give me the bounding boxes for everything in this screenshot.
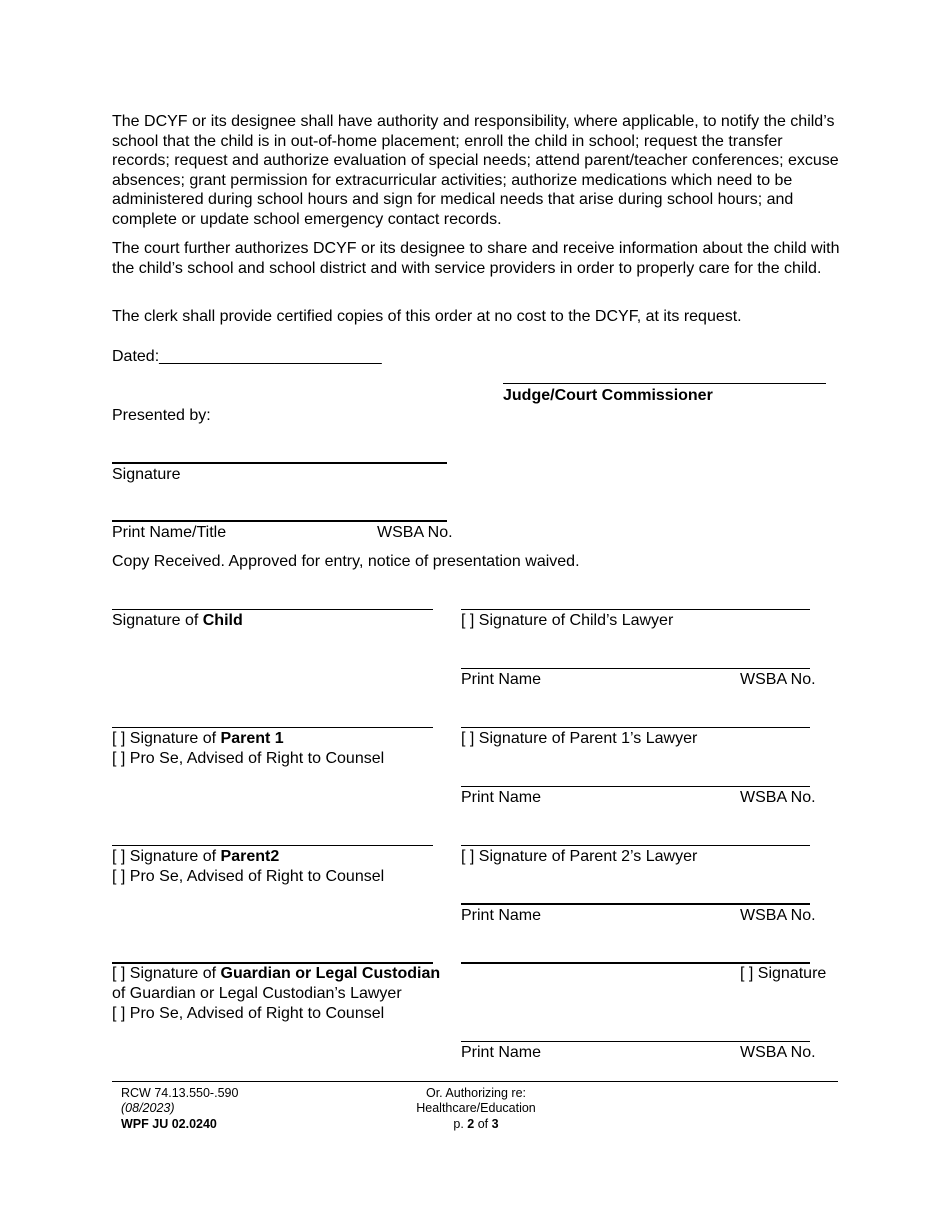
presenter-wsba-label: WSBA No.: [377, 524, 453, 541]
paragraph-certified-copies: The clerk shall provide certified copies of this order at no cost to the DCYF, at its request.: [112, 308, 742, 325]
parent1-lawyer-signature-line[interactable]: [461, 727, 810, 728]
presenter-signature-line[interactable]: [112, 462, 447, 464]
footer-rcw: RCW 74.13.550-.590: [121, 1086, 239, 1100]
parent2-lawyer-signature-line[interactable]: [461, 845, 810, 846]
parent1-lawyer-signature-label: [ ] Signature of Parent 1’s Lawyer: [461, 730, 698, 747]
parent2-lawyer-print-name: Print Name: [461, 907, 542, 924]
parent2-lawyer-wsba: WSBA No.: [740, 907, 816, 924]
footer-form-id: WPF JU 02.0240: [121, 1117, 217, 1131]
parent1-pro-se: [ ] Pro Se, Advised of Right to Counsel: [112, 750, 385, 767]
guardian-lawyer-wsba: WSBA No.: [740, 1044, 816, 1061]
guardian-lawyer-print-name: Print Name: [461, 1044, 542, 1061]
footer-date: (08/2023): [121, 1101, 175, 1115]
parent2-signature-label: [ ] Signature of Parent2: [112, 848, 280, 865]
footer-rule: [112, 1081, 838, 1082]
footer-title-line1: Or. Authorizing re:: [425, 1086, 527, 1100]
paragraph-information-sharing: The court further authorizes DCYF or its designee to share and receive information about the child with the child’s school and school district and with service providers in order to properly care for the child.: [112, 240, 840, 277]
footer-title-line2: Healthcare/Education: [416, 1101, 536, 1115]
presenter-signature-label: Signature: [112, 466, 181, 483]
guardian-signature-label: [ ] Signature of Guardian or Legal Custodian: [112, 965, 441, 982]
child-signature-label: Signature of Child: [112, 612, 243, 629]
checkbox[interactable]: [ ]: [740, 965, 754, 982]
parent1-signature-label: [ ] Signature of Parent 1: [112, 730, 284, 747]
parent1-lawyer-print-name: Print Name: [461, 789, 542, 806]
guardian-lawyer-signature-label: [ ] Signature: [740, 965, 827, 982]
checkbox[interactable]: [ ]: [112, 1005, 126, 1022]
checkbox[interactable]: [ ]: [112, 750, 126, 767]
parent2-lawyer-name-line[interactable]: [461, 903, 810, 905]
checkbox[interactable]: [ ]: [112, 848, 126, 865]
checkbox[interactable]: [ ]: [112, 868, 126, 885]
child-lawyer-signature-line[interactable]: [461, 609, 810, 610]
presenter-name-line[interactable]: [112, 520, 447, 522]
guardian-lawyer-name-line[interactable]: [461, 1041, 810, 1042]
parent2-lawyer-signature-label: [ ] Signature of Parent 2’s Lawyer: [461, 848, 698, 865]
footer-page-number: p. 2 of 3: [453, 1117, 499, 1131]
parent1-lawyer-wsba: WSBA No.: [740, 789, 816, 806]
guardian-pro-se: [ ] Pro Se, Advised of Right to Counsel: [112, 1005, 385, 1022]
child-lawyer-signature-label: [ ] Signature of Child’s Lawyer: [461, 612, 674, 629]
child-lawyer-name-line[interactable]: [461, 668, 810, 669]
judge-label: Judge/Court Commissioner: [503, 387, 713, 404]
checkbox[interactable]: [ ]: [112, 965, 126, 982]
print-name-title-label: Print Name/Title: [112, 524, 227, 541]
presented-by-label: Presented by:: [112, 407, 211, 424]
parent1-lawyer-name-line[interactable]: [461, 786, 810, 787]
child-signature-line[interactable]: [112, 609, 433, 610]
judge-signature-line[interactable]: [503, 383, 826, 384]
checkbox[interactable]: [ ]: [461, 730, 475, 747]
copy-received-text: Copy Received. Approved for entry, notice of presentation waived.: [112, 553, 580, 570]
parent1-signature-line[interactable]: [112, 727, 433, 728]
dated-field[interactable]: Dated:_________________________: [112, 348, 382, 365]
guardian-lawyer-label-continued: of Guardian or Legal Custodian’s Lawyer: [112, 985, 402, 1002]
paragraph-authority: The DCYF or its designee shall have authority and responsibility, where applicable, to notify the child’s school that the child is in out-of-home placement; enroll the child in school; request the transfer records; request and authorize evaluation of special needs; attend parent/teacher conferences; excuse absences; grant permission for extracurricular activities; authorize medications which need to be administered during school hours and sign for medical needs that arise during school hours; and complete or update school emergency contact records.: [112, 113, 839, 228]
checkbox[interactable]: [ ]: [461, 848, 475, 865]
checkbox[interactable]: [ ]: [112, 730, 126, 747]
child-lawyer-print-name: Print Name: [461, 671, 542, 688]
child-lawyer-wsba: WSBA No.: [740, 671, 816, 688]
parent2-signature-line[interactable]: [112, 845, 433, 846]
checkbox[interactable]: [ ]: [461, 612, 475, 629]
parent2-pro-se: [ ] Pro Se, Advised of Right to Counsel: [112, 868, 385, 885]
